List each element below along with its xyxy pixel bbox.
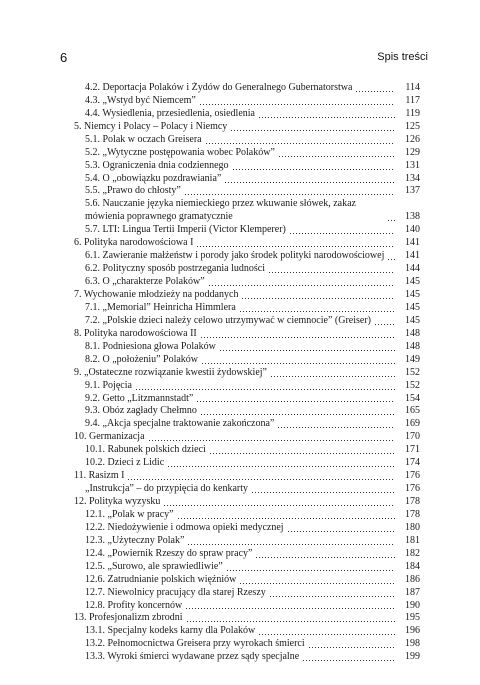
dot-leader [374,317,395,326]
toc-entry-page: 154 [405,392,420,404]
toc-entry [74,341,420,354]
toc-entry [74,587,420,600]
toc-entry-page: 126 [405,133,420,145]
toc-entry-page: 119 [405,107,420,119]
dot-leader [387,213,395,222]
toc-entry-page: 141 [405,237,420,249]
toc-entry-title: 13. Profesjonalizm zbrodni [74,612,183,624]
toc-entry-title: 9.4. „Akcja specjalne traktowanie zakończona” [85,418,275,430]
toc-entry [74,509,420,522]
dot-leader [278,149,395,158]
toc-entry [74,574,420,587]
toc-entry-title: 4.3. „Wstyd być Niemcem” [85,94,196,106]
toc-entry-page: 144 [405,263,420,275]
toc-entry-title: 12.1. „Polak w pracy” [85,508,174,520]
toc-entry-title: 9. „Ostateczne rozwiązanie kwestii żydowskiej” [74,366,267,378]
toc-entry-title: 4.2. Deportacja Polaków i Żydów do Generalnego Gubernatorstwa [85,81,353,93]
toc-entry-title: 6.1. Zawieranie małżeństw i porody jako środek polityki narodowościowej [85,250,384,262]
toc-entry-title: 13.1. Specjalny kodeks karny dla Polaków [85,625,256,637]
toc-entry [74,134,420,147]
toc-entry-title: 5.2. „Wytyczne postępowania wobec Polaków” [85,146,275,158]
toc-entry-title: 12.8. Profity koncernów [85,599,183,611]
toc-entry-title: 8.2. O „położeniu” Polaków [85,353,199,365]
dot-leader [224,175,395,184]
toc-entry-page: 176 [405,483,420,495]
toc-entry-title: 13.3. Wyroki śmierci wydawane przez sądy specjalne [85,651,300,663]
toc-entry-title: 10.1. Rabunek polskich dzieci [85,444,206,456]
dot-leader [287,524,395,533]
toc-entry [74,612,420,625]
toc-entry-title: „Instrukcja” – do przypięcia do kenkarty [85,483,248,495]
dot-leader [289,226,395,235]
dot-leader [239,576,395,585]
dot-leader [163,498,395,507]
page-number: 6 [60,50,68,65]
toc-entry-page: 152 [405,366,420,378]
toc-entry [74,160,420,173]
toc-entry-page: 198 [405,638,420,650]
toc-entry [74,224,420,237]
toc-entry-page: 196 [405,625,420,637]
toc-entry-page: 145 [405,276,420,288]
toc-entry-page: 176 [405,470,420,482]
dot-leader [148,433,395,442]
toc-entry-page: 149 [405,353,420,365]
toc-entry-page: 199 [405,651,420,663]
toc-entry-title: 6.3. O „charakterze Polaków” [85,276,205,288]
toc-entry-title: 6. Polityka narodowościowa I [74,237,194,249]
dot-leader [232,162,395,171]
toc-entry-page: 174 [405,457,420,469]
toc-entry-title: 6.2. Polityczny sposób postrzegania ludności [85,263,265,275]
toc-entry [74,289,420,302]
toc-entry [74,147,420,160]
toc-entry-page: 137 [405,185,420,197]
toc-entry [74,431,420,444]
toc-entry [74,315,420,328]
toc-entry-page: 184 [405,560,420,572]
dot-leader [258,627,395,636]
dot-leader [196,239,395,248]
toc-entry-page: 141 [405,250,420,262]
toc-entry-title: 5.4. O „obowiązku pozdrawiania” [85,172,222,184]
toc-entry-title: 5. Niemcy i Polacy – Polacy i Niemcy [74,120,228,132]
toc-entry-title: 10. Germanizacja [74,431,145,443]
dot-leader [167,459,395,468]
dot-leader [135,382,395,391]
dot-leader [208,278,395,287]
dot-leader [302,653,395,662]
dot-leader [205,136,395,145]
toc-entry [74,625,420,638]
dot-leader [209,446,395,455]
toc-entry-page: 140 [405,224,420,236]
toc-entry [74,367,420,380]
dot-leader [269,589,395,598]
toc-entry [74,302,420,315]
dot-leader [230,123,395,132]
toc-entry-title: 11. Rasizm I [74,470,125,482]
toc-entry [74,470,420,483]
toc-entry-page: 117 [405,94,420,106]
toc-entry-title: 12.5. „Surowo, ale sprawiedliwie” [85,560,223,572]
running-head: Spis treści [377,51,428,63]
dot-leader [196,394,395,403]
dot-leader [258,110,395,119]
toc-entry-title: 7.2. „Polskie dzieci należy celowo utrzymywać w ciemnocie” (Greiser) [85,314,371,326]
dot-leader [355,84,395,93]
toc-entry-title: 9.2. Getto „Litzmannstadt” [85,392,194,404]
toc-entry [74,121,420,134]
toc-entry [74,444,420,457]
toc-entry-title: 7.1. „Memorial” Heinricha Himmlera [85,301,236,313]
toc-entry-title: 8. Polityka narodowościowa II [74,327,197,339]
dot-leader [226,563,395,572]
toc-entry-title: 5.3. Ograniczenia dnia codziennego [85,159,229,171]
toc-entry-title: 10.2. Dzieci z Lidic [85,457,165,469]
toc-entry [74,95,420,108]
toc-entry [74,405,420,418]
toc-entry [74,250,420,263]
toc-entry [74,651,420,664]
toc-entry-page: 171 [405,444,420,456]
dot-leader [251,485,395,494]
toc-entry [74,198,420,224]
toc-entry-page: 131 [405,159,420,171]
toc-entry-page: 145 [405,314,420,326]
toc-entry [74,600,420,613]
table-of-contents [74,82,420,664]
toc-entry-title: 4.4. Wysiedlenia, przesiedlenia, osiedlenia [85,107,255,119]
toc-entry-title: 12.2. Niedożywienie i odmowa opieki medycznej [85,521,284,533]
dot-leader [187,537,395,546]
dot-leader [255,550,395,559]
dot-leader [200,330,395,339]
toc-entry-title: 9.3. Obóz zagłady Chełmno [85,405,197,417]
toc-entry-page: 178 [405,508,420,520]
dot-leader [219,343,395,352]
toc-entry [74,393,420,406]
dot-leader [241,291,395,300]
toc-entry-page: 145 [405,289,420,301]
toc-entry-page: 169 [405,418,420,430]
toc-entry-page: 195 [405,612,420,624]
toc-entry-title: 5.1. Polak w oczach Greisera [85,133,202,145]
toc-entry [74,418,420,431]
toc-entry [74,186,420,199]
toc-entry-title: 12.6. Zatrudnianie polskich więźniów [85,573,237,585]
toc-entry-page: 134 [405,172,420,184]
toc-entry [74,638,420,651]
toc-entry [74,328,420,341]
dot-leader [127,472,395,481]
dot-leader [177,511,395,520]
toc-entry [74,276,420,289]
dot-leader [186,614,395,623]
toc-entry [74,522,420,535]
toc-entry-page: 165 [405,405,420,417]
toc-entry [74,237,420,250]
toc-entry-page: 138 [405,211,420,223]
dot-leader [239,304,395,313]
toc-entry-page: 145 [405,301,420,313]
toc-entry [74,380,420,393]
toc-entry-title: 12.7. Niewolnicy pracujący dla starej Rzeszy [85,586,266,598]
toc-entry-page: 125 [405,120,420,132]
toc-entry-page: 114 [405,81,420,93]
toc-entry-title: 13.2. Pełnomocnictwa Greisera przy wyrokach śmierci [85,638,305,650]
toc-entry [74,173,420,186]
dot-leader [200,407,395,416]
dot-leader [268,265,395,274]
dot-leader [185,601,395,610]
dot-leader [199,97,395,106]
toc-entry [74,548,420,561]
toc-entry-page: 190 [405,599,420,611]
toc-entry-title: 12.4. „Powiernik Rzeszy do spraw pracy” [85,547,253,559]
toc-entry [74,496,420,509]
toc-entry [74,561,420,574]
toc-entry [74,263,420,276]
toc-entry-page: 148 [405,327,420,339]
dot-leader [277,420,395,429]
dot-leader [387,252,395,261]
toc-entry-page: 152 [405,379,420,391]
dot-leader [270,369,395,378]
toc-entry [74,483,420,496]
toc-entry-title: 5.7. LTI: Lingua Tertii Imperii (Victor Klemperer) [85,224,286,236]
dot-leader [184,187,395,196]
toc-entry [74,457,420,470]
toc-entry-page: 181 [405,534,420,546]
toc-entry [74,535,420,548]
toc-entry-title: 8.1. Podniesiona głowa Polaków [85,340,216,352]
dot-leader [308,640,395,649]
toc-entry-title: 12. Polityka wyzysku [74,496,161,508]
toc-entry-page: 180 [405,521,420,533]
toc-entry-title: 12.3. „Użyteczny Polak” [85,534,185,546]
toc-entry-title: 5.5. „Prawo do chłosty” [85,185,181,197]
toc-entry [74,354,420,367]
toc-entry-page: 178 [405,496,420,508]
toc-entry-title: 9.1. Pojęcia [85,379,132,391]
toc-entry-page: 187 [405,586,420,598]
toc-entry-title: 5.6. Nauczanie języka niemieckiego przez wkuwanie słówek, zakaz mówienia poprawnego gramatycznie [85,198,356,223]
toc-entry-page: 186 [405,573,420,585]
toc-entry-page: 182 [405,547,420,559]
dot-leader [201,356,395,365]
toc-entry-title: 7. Wychowanie młodzieży na poddanych [74,289,239,301]
toc-entry-page: 170 [405,431,420,443]
toc-entry-page: 148 [405,340,420,352]
toc-entry [74,108,420,121]
toc-entry [74,82,420,95]
toc-entry-page: 129 [405,146,420,158]
